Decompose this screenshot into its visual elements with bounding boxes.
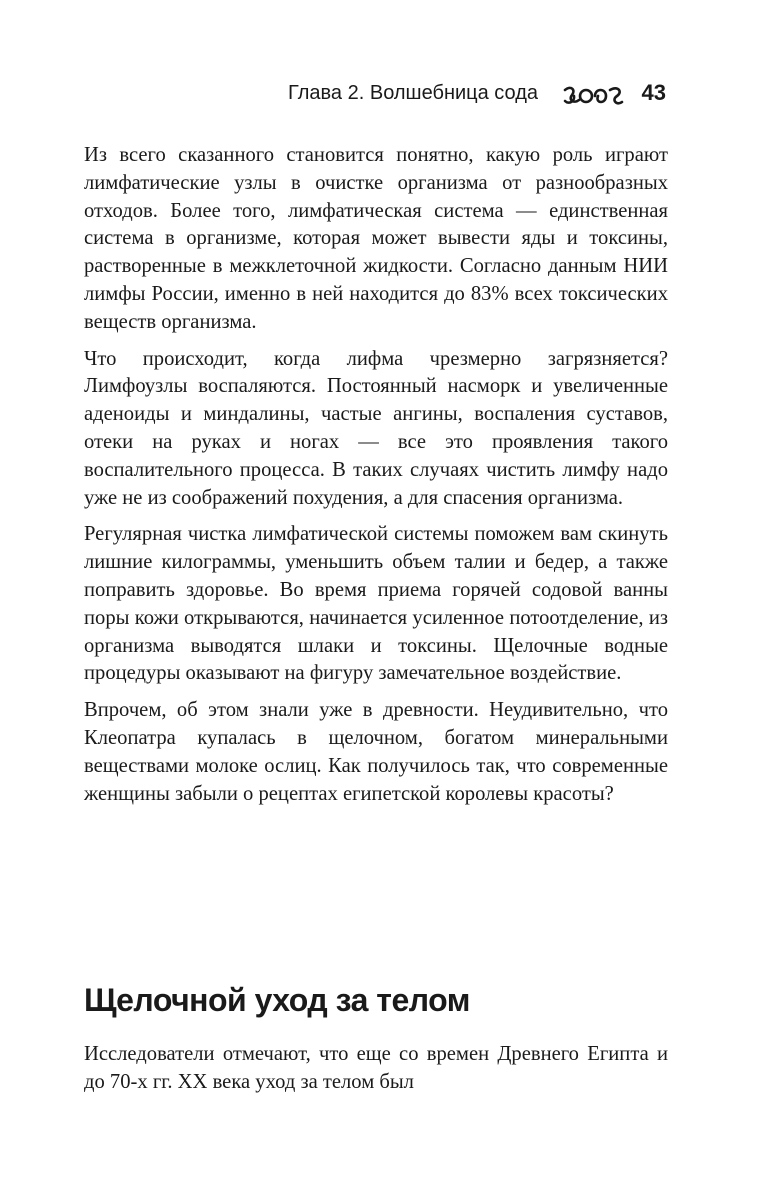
paragraph: Впрочем, об этом знали уже в древности. Неудивительно, что Клеопатра купалась в щелочном, богатом минеральными веществами молоке ослиц. Как получилось так, что современные женщины забыли о рецептах египетской королевы красоты?: [84, 699, 668, 805]
paragraph: Исследователи отмечают, что еще со времен Древнего Египта и до 70-х гг. XX века уход за телом был: [84, 1043, 668, 1093]
running-title: Глава 2. Волшебница сода: [288, 82, 538, 104]
section-body: [84, 1041, 668, 1097]
flourish-ornament-icon: [562, 84, 624, 108]
section-heading: Щелочной уход за телом: [84, 982, 470, 1018]
paragraph: Регулярная чистка лимфатической системы поможем вам скинуть лишние килограммы, уменьшить объем талии и бедер, а также поправить здоровье. Во время приема горячей содовой ванны поры кожи открываются, начинается усиленное потоотделение, из организма выводятся шлаки и токсины. Щелочные водные процедуры оказывают на фигуру замечательное воздействие.: [84, 523, 668, 685]
paragraph: Из всего сказанного становится понятно, какую роль играют лимфатические узлы в очистке организма от разнообразных отходов. Более того, лимфатическая система — единственная система в организме, которая может вывести яды и токсины, растворенные в межклеточной жидкости. Согласно данным НИИ лимфы России, именно в ней находится до 83% всех токсических веществ организма.: [84, 144, 668, 333]
paragraph: Что происходит, когда лифма чрезмерно загрязняется? Лимфоузлы воспаляются. Постоянный насморк и увеличенные аденоиды и миндалины, частые ангины, воспаления суставов, отеки на руках и ногах — все это проявления такого воспалительного процесса. В таких случаях чистить лимфу надо уже не из соображений похудения, а для спасения организма.: [84, 347, 668, 509]
page-number: 43: [641, 80, 666, 105]
page-header: [84, 78, 668, 112]
body-text: [84, 142, 668, 817]
